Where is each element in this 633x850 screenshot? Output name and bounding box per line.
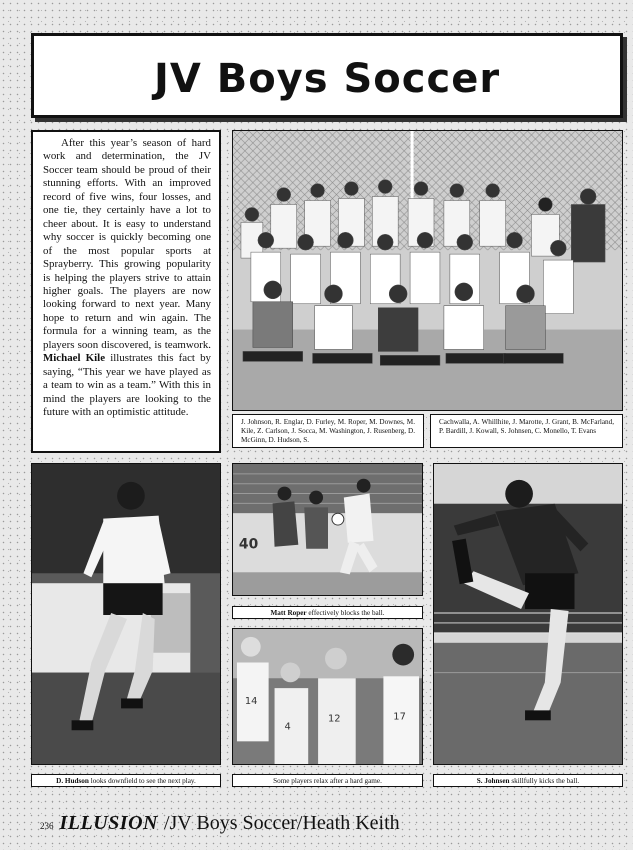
- relax-photo: [232, 628, 423, 765]
- hudson-caption-text: looks downfield to see the next play.: [88, 777, 196, 785]
- roper-photo: [232, 463, 423, 596]
- svg-text:4: 4: [284, 721, 291, 733]
- hudson-caption-name: D. Hudson: [56, 777, 89, 785]
- svg-text:14: 14: [244, 695, 258, 707]
- hudson-photo: [31, 463, 221, 765]
- hudson-photo-image: [32, 464, 220, 764]
- yearbook-logo: ILLUSION: [59, 812, 158, 834]
- relax-photo-image: [233, 629, 422, 764]
- roper-caption-name: Matt Roper: [270, 609, 307, 617]
- story-text-block: [31, 130, 221, 453]
- story-text-part-1: After this year’s season of hard work and determination, the JV Soccer team should be proud of their stunning efforts. With an improved record of five wins, four losses, and one tie, they certainly have a lot to cheer about. It is easy to understand why soccer is quickly becoming one of the most popular sports at Sprayberry. This growing popularity is helping the players strive to attain higher goals. The players are now looking forward to next year. Many hope to return and win again. The formula for a winning team, as the players soon discovered, is teamwork.: [43, 137, 211, 351]
- relax-caption: Some players relax after a hard game.: [232, 774, 423, 787]
- page-title-box: [31, 33, 623, 118]
- roper-photo-image: [233, 464, 422, 595]
- hudson-caption: [31, 774, 221, 787]
- johnsen-caption: [433, 774, 623, 787]
- johnsen-caption-text: skillfully kicks the ball.: [509, 777, 580, 785]
- quoted-name: Michael Kile: [43, 352, 106, 365]
- roper-caption-text: effectively blocks the ball.: [306, 609, 385, 617]
- roper-caption: [232, 606, 423, 619]
- svg-text:12: 12: [327, 713, 341, 725]
- team-photo-image: [233, 131, 622, 410]
- johnsen-photo: [433, 463, 623, 765]
- team-caption-right: Cachwalla, A. Whillhite, J. Marotte, J. Grant, B. McFarland, P. Bardill, J. Kowall, S. Johnsen, C. Monello, T. Evans: [430, 414, 623, 448]
- page-footer: [40, 812, 400, 844]
- svg-text:40: 40: [238, 536, 259, 553]
- page-number: 236: [40, 821, 54, 831]
- story-text-part-2: illustrates this fact by saying, “This year we have played as a team to win as a team.” With this in mind the players are looking to the future with an optimistic attitude.: [43, 352, 211, 419]
- team-photo: [232, 130, 623, 411]
- page-title: JV Boys Soccer: [153, 55, 501, 102]
- svg-text:17: 17: [393, 711, 406, 723]
- team-caption-left: J. Johnson, R. Englar, D. Furley, M. Roper, M. Downes, M. Kile, Z. Carlson, J. Socca, M. Washington, J. Rusenberg, D. McGinn, D. Hudson, S.: [232, 414, 424, 448]
- footer-section-label: /JV Boys Soccer/Heath Keith: [163, 812, 400, 834]
- johnsen-photo-image: [434, 464, 622, 764]
- johnsen-caption-name: S. Johnsen: [476, 777, 510, 785]
